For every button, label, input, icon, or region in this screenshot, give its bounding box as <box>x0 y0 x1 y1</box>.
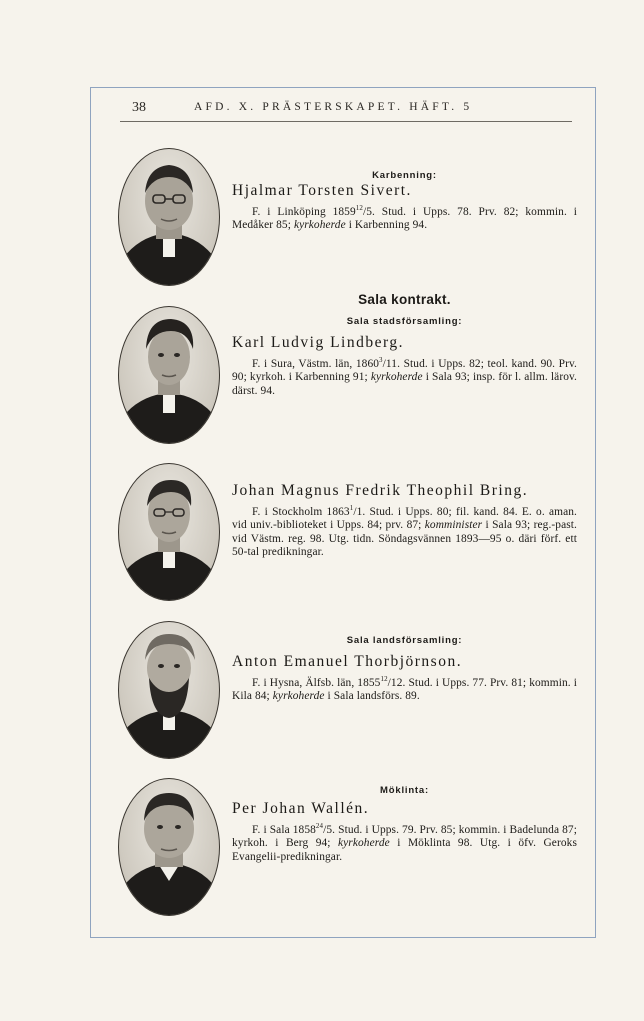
running-title: AFD. X. PRÄSTERSKAPET. HÄFT. 5 <box>194 101 473 113</box>
district-heading: Sala kontrakt. <box>358 292 451 307</box>
section-heading-sala-stad: Sala stadsförsamling: <box>346 316 463 327</box>
entry-text: F. i Stockholm 1863$^1$/1. Stud. i Upps. 80; fil. kand. 84. E. o. aman. vid univ.-biblioteket i Upps. 84; prv. 87; komminister i Sala 93; reg.-past. vid Västm. reg. 98. Utg. tidn. Söndagsvännen 1893—95 o. däri förf. ett 50-tal predikningar. <box>232 504 577 559</box>
biography-entry <box>232 182 577 233</box>
portrait-anton-thorbjornson-icon <box>118 621 220 759</box>
biography-entry <box>232 653 577 704</box>
page-number: 38 <box>132 100 146 115</box>
section-heading-moklinta: Möklinta: <box>380 785 429 796</box>
portrait-karl-lindberg-icon <box>118 306 220 444</box>
entry-text: F. i Hysna, Älfsb. län, 1855$^{12}$/12. Stud. i Upps. 77. Prv. 81; kommin. i Kila 84; kyrkoherde i Sala landsförs. 89. <box>232 675 577 703</box>
entry-name: Johan Magnus Fredrik Theophil Bring. <box>232 482 529 499</box>
portrait-per-wallen-icon <box>118 778 220 916</box>
section-heading-sala-lands: Sala landsförsamling: <box>346 635 463 646</box>
entry-name: Per Johan Wallén. <box>232 800 370 817</box>
header-rule <box>120 121 572 122</box>
entry-text: F. i Sala 1858$^{24}$/5. Stud. i Upps. 79. Prv. 85; kommin. i Badelunda 87; kyrkoh. i Berg 94; kyrkoherde i Möklinta 98. Utg. i öfv. Geroks Evangelii-predikningar. <box>232 822 577 863</box>
entry-name: Anton Emanuel Thorbjörnson. <box>232 653 463 670</box>
biography-entry <box>232 482 577 559</box>
entry-name: Karl Ludvig Lindberg. <box>232 334 404 351</box>
biography-entry <box>232 334 577 398</box>
entry-text: F. i Linköping 1859$^{12}$/5. Stud. i Upps. 78. Prv. 82; kommin. i Medåker 85; kyrkoherde i Karbenning 94. <box>232 204 577 232</box>
entry-name: Hjalmar Torsten Sivert. <box>232 182 412 199</box>
entry-text: F. i Sura, Västm. län, 1860$^3$/11. Stud. i Upps. 82; teol. kand. 90. Prv. 90; kyrkoh. i Karbenning 91; kyrkoherde i Sala 93; insp. för l. allm. lärov. därst. 94. <box>232 356 578 397</box>
section-heading-karbenning: Karbenning: <box>372 170 437 181</box>
biography-entry <box>232 800 577 864</box>
portrait-johan-bring-icon <box>118 463 220 601</box>
portrait-hjalmar-sivert-icon <box>118 148 220 286</box>
